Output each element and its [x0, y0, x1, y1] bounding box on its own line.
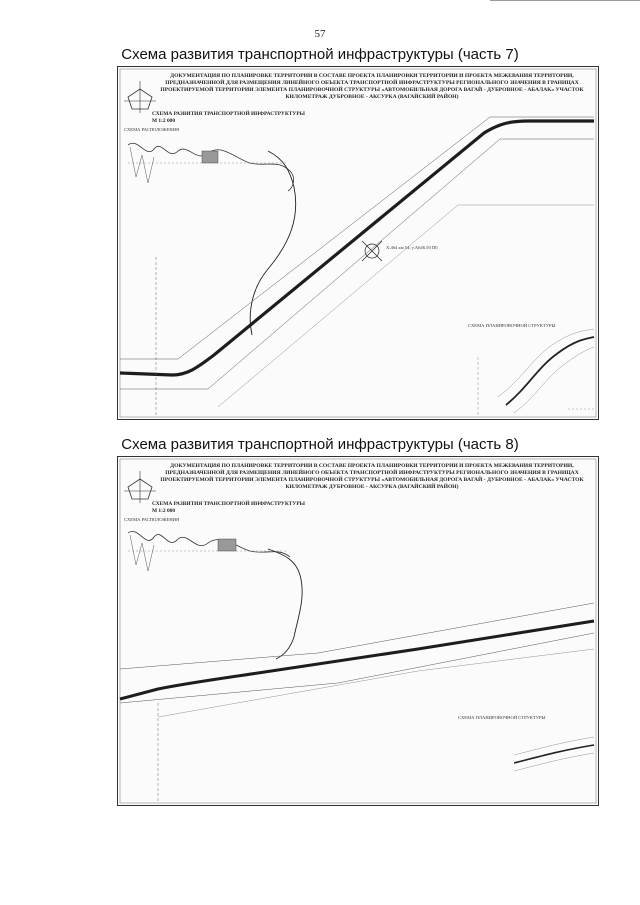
- legend-note: СХЕМА ПЛАНИРОВОЧНОЙ СТРУКТУРЫ: [468, 323, 556, 328]
- scheme-caption: СХЕМА РАЗВИТИЯ ТРАНСПОРТНОЙ ИНФРАСТРУКТУРЫ: [152, 111, 305, 117]
- legend-road-sample: [514, 737, 594, 771]
- section-title-part-7: Схема развития транспортной инфраструктуры (часть 7): [121, 46, 519, 63]
- map-sheet-part-8: [117, 456, 599, 806]
- document-header-text: ДОКУМЕНТАЦИЯ ПО ПЛАНИРОВКЕ ТЕРРИТОРИИ В СОСТАВЕ ПРОЕКТА ПЛАНИРОВКИ ТЕРРИТОРИИ И ПРОЕКТА МЕЖЕВАНИЯ ТЕРРИТОРИИ, ПРЕДНАЗНАЧЕННОЙ ДЛЯ РАЗМЕЩЕНИЯ ЛИНЕЙНОГО ОБЪЕКТА ТРАНСПОРТНОЙ ИНФРАСТРУКТУРЫ РЕГИОНАЛЬНОГО ЗНАЧЕНИЯ В ГРАНИЦАХ ПРОЕКТИРУЕМОЙ ТЕРРИТОРИИ ЭЛЕМЕНТА ПЛАНИРОВОЧНОЙ СТРУКТУРЫ «АВТОМОБИЛЬНАЯ ДОРОГА ВАГАЙ - ДУБРОВНОЕ - АБАЛАК» УЧАСТОК КИЛОМЕТРАЖ ДУБРОВНОЕ - АКСУРКА (ВАГАЙСКИЙ РАЙОН): [160, 73, 584, 100]
- crossing-marker-icon: [362, 241, 382, 261]
- scheme-caption: СХЕМА РАЗВИТИЯ ТРАНСПОРТНОЙ ИНФРАСТРУКТУРЫ: [152, 501, 305, 507]
- document-header-text: ДОКУМЕНТАЦИЯ ПО ПЛАНИРОВКЕ ТЕРРИТОРИИ В СОСТАВЕ ПРОЕКТА ПЛАНИРОВКИ ТЕРРИТОРИИ И ПРОЕКТА МЕЖЕВАНИЯ ТЕРРИТОРИИ, ПРЕДНАЗНАЧЕННОЙ ДЛЯ РАЗМЕЩЕНИЯ ЛИНЕЙНОГО ОБЪЕКТА ТРАНСПОРТНОЙ ИНФРАСТРУКТУРЫ РЕГИОНАЛЬНОГО ЗНАЧЕНИЯ В ГРАНИЦАХ ПРОЕКТИРУЕМОЙ ТЕРРИТОРИИ ЭЛЕМЕНТА ПЛАНИРОВОЧНОЙ СТРУКТУРЫ «АВТОМОБИЛЬНАЯ ДОРОГА ВАГАЙ - ДУБРОВНОЕ - АБАЛАК» УЧАСТОК КИЛОМЕТРАЖ ДУБРОВНОЕ - АКСУРКА (ВАГАЙСКИЙ РАЙОН): [160, 463, 584, 490]
- corridor-boundary-lower: [120, 139, 594, 389]
- inset-location-map: [128, 531, 290, 571]
- legend-road-sample: [478, 329, 594, 417]
- inset-label: СХЕМА РАСПОЛОЖЕНИЯ: [124, 127, 180, 132]
- corridor-boundary-lower: [120, 633, 594, 703]
- inset-location-map: [128, 143, 294, 191]
- main-road: [120, 621, 594, 699]
- page-top-rule: [490, 0, 640, 1]
- crossing-note: Х.464 км 54; у.А646.50 П0: [386, 245, 438, 250]
- map-sheet-part-7: [117, 66, 599, 420]
- inset-label: СХЕМА РАСПОЛОЖЕНИЯ: [124, 517, 180, 522]
- legend-note: СХЕМА ПЛАНИРОВОЧНОЙ СТРУКТУРЫ: [458, 715, 546, 720]
- zone-boundary: [158, 649, 594, 717]
- page-number: 57: [314, 28, 326, 40]
- section-title-part-8: Схема развития транспортной инфраструктуры (часть 8): [121, 436, 519, 453]
- scale-label: М 1:2 000: [152, 508, 176, 514]
- main-road: [120, 121, 594, 375]
- scale-label: М 1:2 000: [152, 118, 176, 124]
- shoreline: [268, 549, 302, 659]
